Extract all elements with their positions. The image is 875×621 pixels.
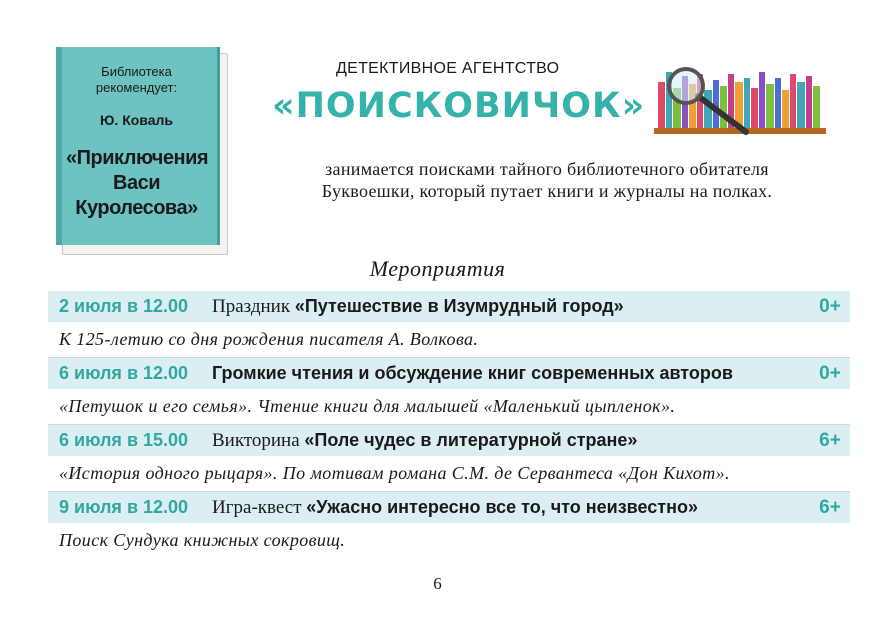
event-type: Викторина — [212, 429, 305, 451]
event-item — [48, 291, 850, 358]
agency-description: занимается поисками тайного библиотечного обитателя Буквоешки, который путает книги и журналы на полках. — [321, 159, 773, 201]
event-note: «История одного рыцаря». По мотивам романа С.М. де Сервантеса «Дон Кихот». — [48, 456, 850, 492]
book-title: «Приключения Васи Куролесова» — [66, 147, 209, 219]
agency-name: «ПОИСКОВИЧОК» — [272, 86, 646, 126]
event-name: Громкие чтения и обсуждение книг современных авторов — [212, 362, 733, 383]
event-name: «Путешествие в Изумрудный город» — [294, 295, 624, 316]
agency-label: ДЕТЕКТИВНОЕ АГЕНТСТВО — [336, 60, 560, 77]
event-age-rating: 0+ — [819, 295, 841, 317]
event-date: 6 июля в 15.00 — [59, 430, 189, 450]
event-item — [48, 358, 850, 425]
event-header — [48, 425, 850, 456]
event-title — [212, 497, 810, 519]
event-date: 6 июля в 12.00 — [59, 363, 189, 383]
event-item — [48, 425, 850, 492]
event-title — [212, 430, 810, 452]
event-type: Праздник — [212, 295, 295, 317]
page-number: 6 — [433, 574, 442, 593]
event-name: «Поле чудес в литературной стране» — [304, 429, 638, 450]
event-type: Игра-квест — [212, 496, 307, 518]
book-spine — [56, 47, 62, 245]
event-age-rating: 6+ — [819, 496, 841, 518]
event-header — [48, 492, 850, 523]
event-date: 2 июля в 12.00 — [59, 296, 189, 316]
event-note: Поиск Сундука книжных сокровищ. — [59, 530, 346, 550]
event-note: К 125-летию со дня рождения писателя А. Волкова. — [48, 322, 850, 358]
event-note: «Петушок и его семья». Чтение книги для малышей «Маленький цыпленок». — [48, 389, 850, 425]
event-item — [48, 492, 850, 559]
bookshelf-magnifier-icon — [650, 60, 830, 140]
event-date: 9 июля в 12.00 — [59, 497, 189, 517]
events-heading: Мероприятия — [369, 256, 506, 281]
events-list — [48, 291, 850, 559]
event-age-rating: 0+ — [819, 362, 841, 384]
event-header — [48, 358, 850, 389]
event-age-rating: 6+ — [819, 429, 841, 451]
event-title — [212, 363, 810, 385]
book-author: Ю. Коваль — [99, 112, 174, 128]
event-name: «Ужасно интересно все то, что неизвестно» — [306, 496, 698, 517]
event-title — [212, 296, 810, 318]
event-header — [48, 291, 850, 322]
book-card — [56, 47, 224, 250]
book-recommend-label: Библиотека рекомендует: — [95, 64, 178, 95]
book-cover — [56, 47, 220, 245]
